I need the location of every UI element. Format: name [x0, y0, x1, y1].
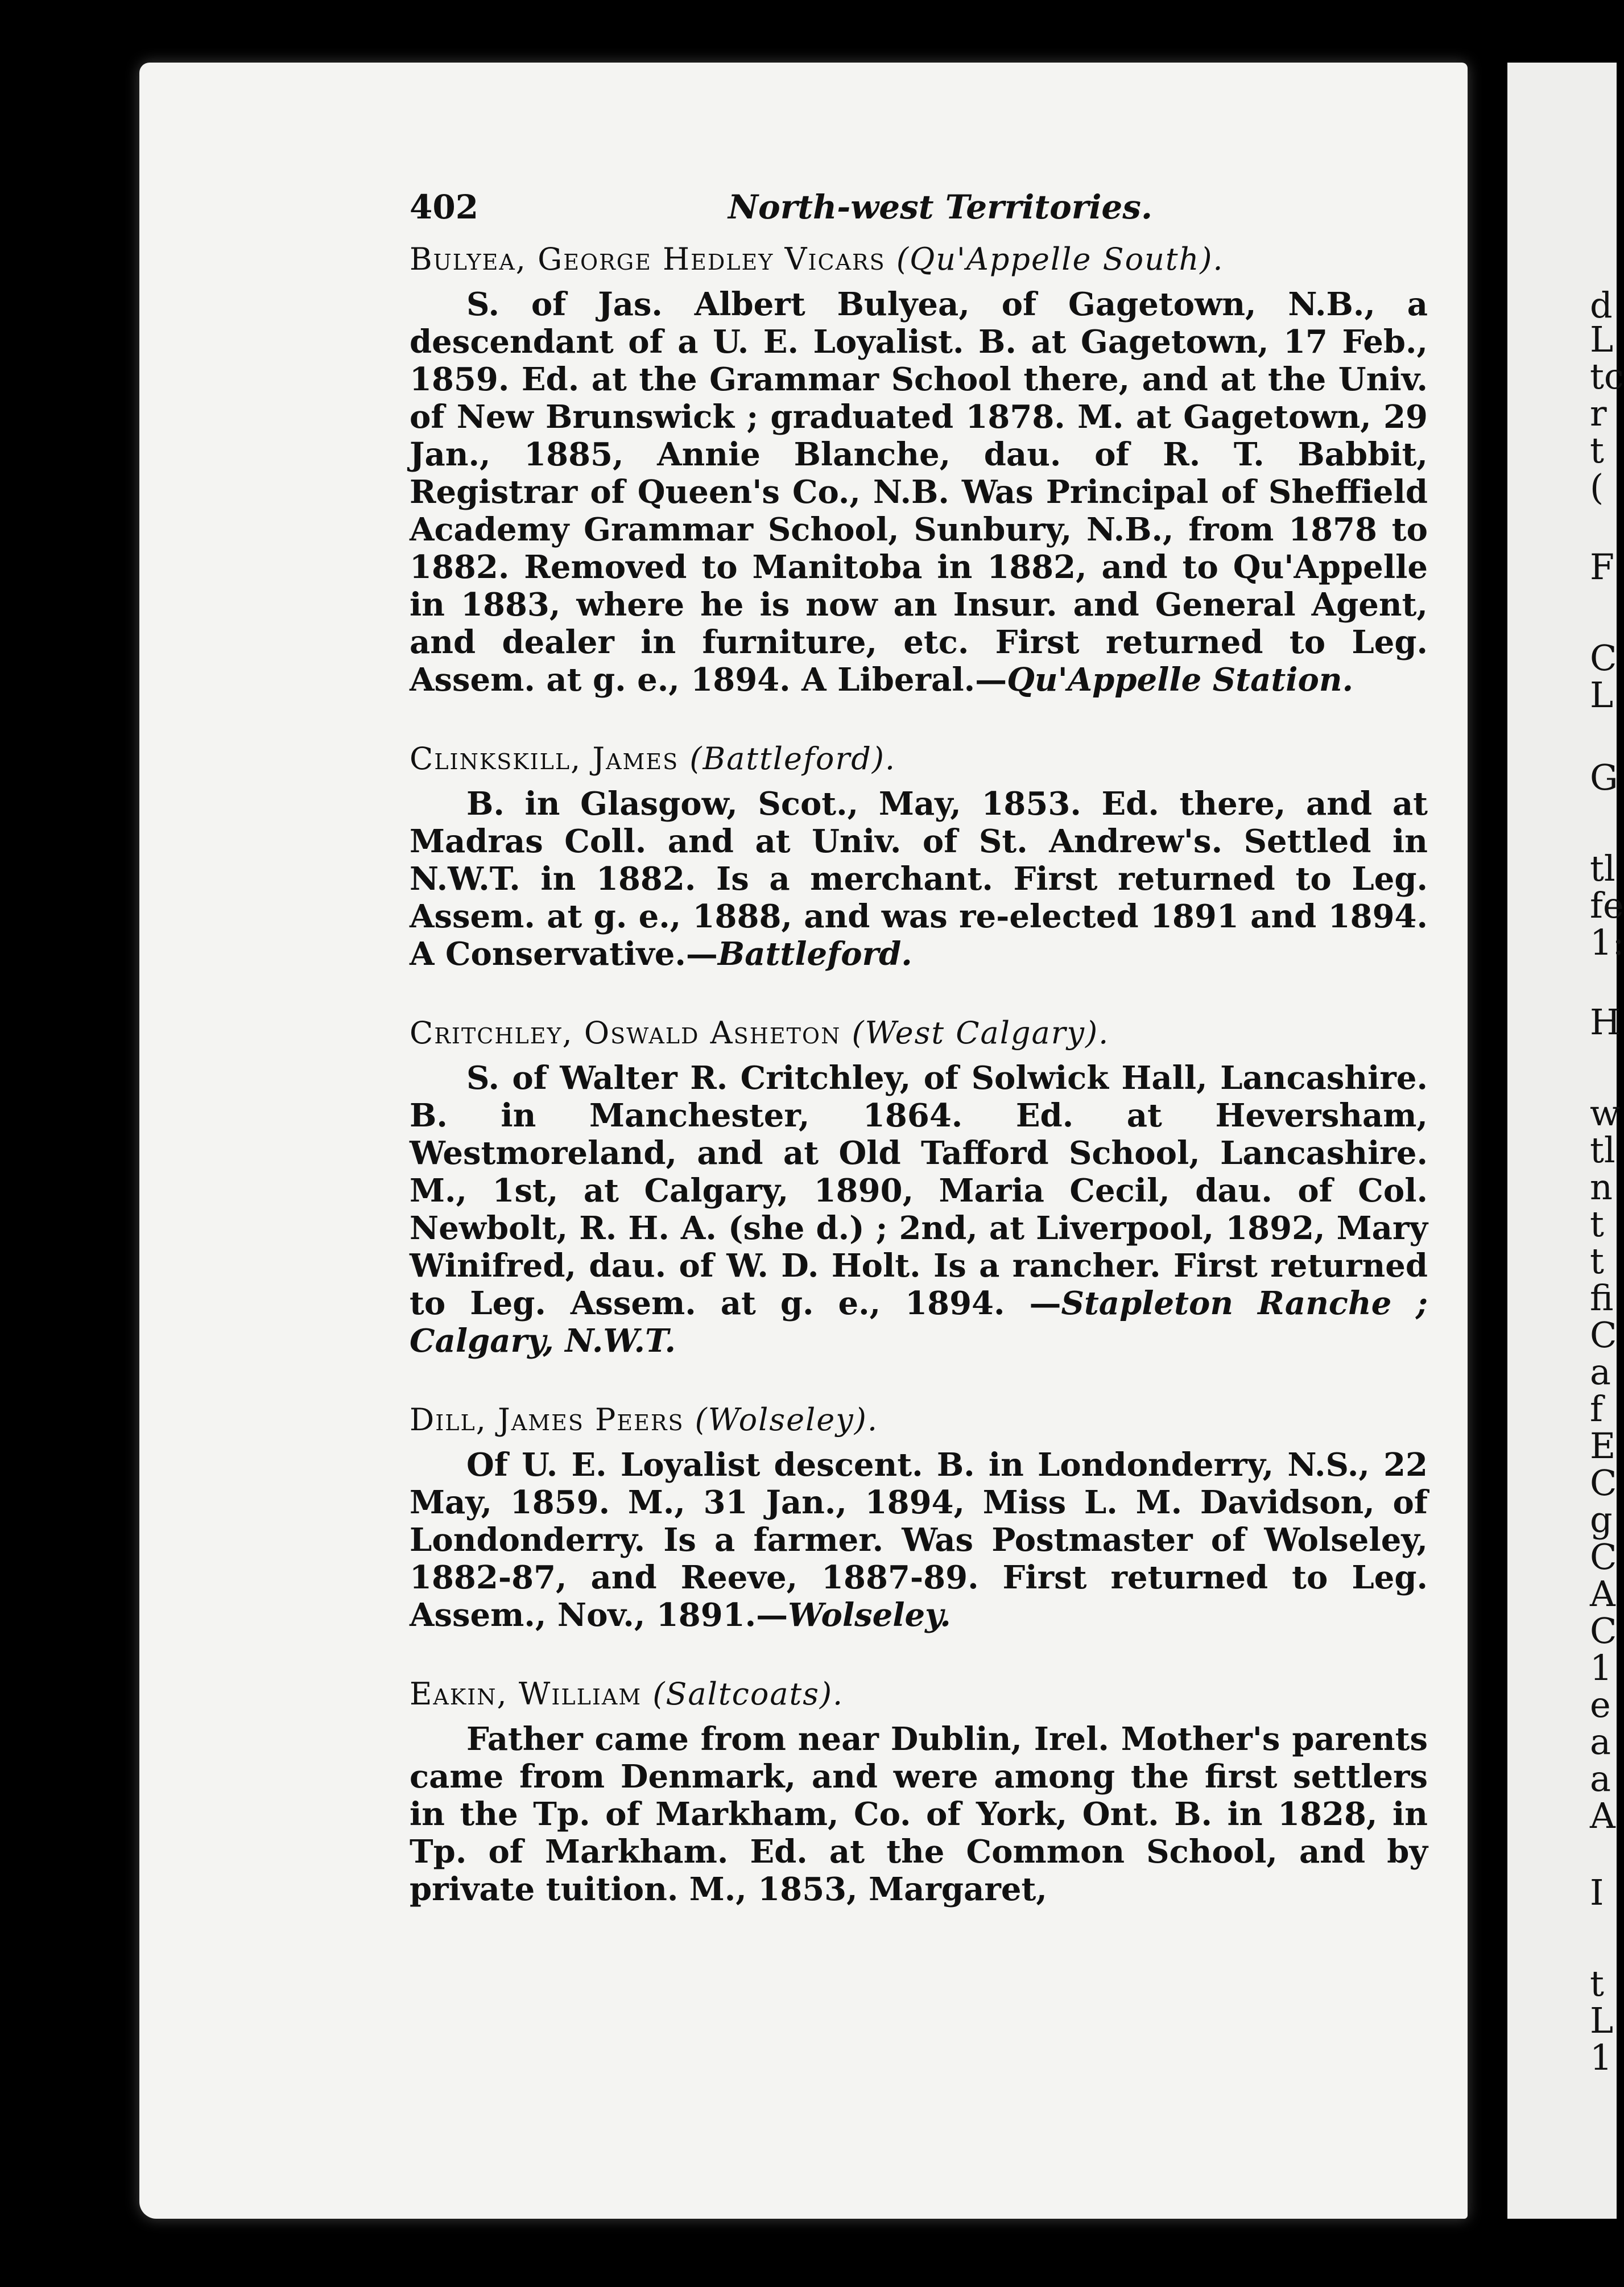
entry-clinkskill	[410, 738, 1428, 973]
facing-page-letter: t	[1590, 430, 1604, 471]
entry-critchley	[410, 1013, 1428, 1360]
constituency: (Wolseley).	[695, 1402, 878, 1438]
member-name: Dill, James Peers	[410, 1402, 684, 1438]
member-name: Critchley, Oswald Asheton	[410, 1015, 841, 1051]
residence: Qu'Appelle Station.	[1007, 661, 1354, 699]
constituency: (Qu'Appelle South).	[896, 241, 1224, 277]
entry-body	[410, 1720, 1428, 1908]
facing-page-letter: a	[1590, 1721, 1611, 1762]
facing-page-letter: g	[1590, 1499, 1613, 1541]
facing-page-letter: f	[1590, 1388, 1603, 1430]
facing-page-letter: H	[1590, 1001, 1621, 1043]
facing-page-letter: a	[1590, 1351, 1611, 1393]
facing-page-letter: fi	[1590, 1277, 1614, 1319]
facing-page-letter: a	[1590, 1758, 1611, 1799]
running-head	[410, 188, 1428, 239]
facing-page-letter: 1	[1590, 2037, 1613, 2078]
facing-page-letter: n	[1590, 1166, 1613, 1208]
biography-text: Of U. E. Loyalist descent. B. in Londonderry, N.S., 22 May, 1859. M., 31 Jan., 1894, Miss L. M. Davidson, of Londonderry. Is a farmer. Was Postmaster of Wolseley, 1882-87, and Reeve, 1887-89. First returned to Leg. Assem., Nov., 1891.—	[410, 1446, 1428, 1634]
entry-eakin	[410, 1674, 1428, 1908]
constituency: (Saltcoats).	[652, 1676, 844, 1712]
facing-page-letter: tl	[1590, 848, 1615, 889]
facing-page-letter: G	[1590, 757, 1618, 798]
entry-heading	[410, 239, 1428, 280]
biography-text: S. of Walter R. Critchley, of Solwick Hall, Lancashire. B. in Manchester, 1864. Ed. at Heversham, Westmoreland, and at Old Tafford School, Lancashire. M., 1st, at Calgary, 1890, Maria Cecil, dau. of Col. Newbolt, R. H. A. (she d.) ; 2nd, at Liverpool, 1892, Mary Winifred, dau. of W. D. Holt. Is a rancher. First returned to Leg. Assem. at g. e., 1894. —	[410, 1059, 1428, 1322]
entry-dill	[410, 1400, 1428, 1634]
facing-page-letter: t	[1590, 1203, 1604, 1245]
facing-page-letter: t	[1590, 1963, 1604, 2004]
facing-page-letter: fe	[1590, 885, 1624, 926]
page-content	[410, 188, 1428, 1948]
residence: Stapleton Ranche ; Calgary, N.W.T.	[410, 1285, 1428, 1360]
member-name: Clinkskill, James	[410, 741, 679, 777]
constituency: (Battleford).	[689, 741, 896, 777]
page-number: 402	[410, 188, 479, 226]
facing-page-text	[1590, 0, 1624, 2287]
entry-body	[410, 785, 1428, 973]
facing-page-letter: (	[1590, 467, 1604, 508]
facing-page-letter: C	[1590, 1536, 1617, 1578]
facing-page-letter: F	[1590, 546, 1615, 588]
entry-bulyea	[410, 239, 1428, 699]
biography-text: Father came from near Dublin, Irel. Mother's parents came from Denmark, and were among the first settlers in the Tp. of Markham, Co. of York, Ont. B. in 1828, in Tp. of Markham. Ed. at the Common School, and by private tuition. M., 1853, Margaret,	[410, 1720, 1428, 1908]
facing-page-letter: 1	[1590, 1647, 1613, 1689]
facing-page-letter: C	[1590, 1462, 1617, 1504]
member-name: Bulyea, George Hedley Vicars	[410, 241, 886, 277]
facing-page-letter: t	[1590, 1240, 1604, 1282]
entry-heading	[410, 1013, 1428, 1054]
facing-page-letter: tc	[1590, 356, 1624, 397]
residence: Battleford.	[717, 935, 912, 973]
facing-page-letter: d	[1590, 284, 1613, 326]
facing-page-letter: 1:	[1590, 922, 1624, 963]
facing-page-letter: I	[1590, 1872, 1604, 1913]
facing-page-letter: C	[1590, 1610, 1617, 1652]
entry-heading	[410, 738, 1428, 779]
facing-page-letter: w	[1590, 1092, 1621, 1134]
facing-page-letter: A	[1590, 1795, 1615, 1836]
facing-page-letter: L	[1590, 319, 1614, 360]
member-name: Eakin, William	[410, 1676, 642, 1712]
residence: Wolseley.	[788, 1596, 951, 1634]
facing-page-letter: A	[1590, 1573, 1615, 1615]
entry-body	[410, 1446, 1428, 1634]
facing-page-letter: e	[1590, 1684, 1611, 1725]
biography-text: B. in Glasgow, Scot., May, 1853. Ed. there, and at Madras Coll. and at Univ. of St. Andrew's. Settled in N.W.T. in 1882. Is a merchant. First returned to Leg. Assem. at g. e., 1888, and was re-elected 1891 and 1894. A Conservative.—	[410, 785, 1428, 973]
entry-heading	[410, 1674, 1428, 1715]
biography-text: S. of Jas. Albert Bulyea, of Gagetown, N.B., a descendant of a U. E. Loyalist. B. at Gagetown, 17 Feb., 1859. Ed. at the Grammar School there, and at the Univ. of New Brunswick ; graduated 1878. M. at Gagetown, 29 Jan., 1885, Annie Blanche, dau. of R. T. Babbit, Registrar of Queen's Co., N.B. Was Principal of Sheffield Academy Grammar School, Sunbury, N.B., from 1878 to 1882. Removed to Manitoba in 1882, and to Qu'Appelle in 1883, where he is now an Insur. and General Agent, and dealer in furniture, etc. First returned to Leg. Assem. at g. e., 1894. A Liberal.—	[410, 286, 1428, 699]
facing-page-letter: r	[1590, 393, 1607, 434]
entry-heading	[410, 1400, 1428, 1440]
facing-page-letter: tl	[1590, 1129, 1615, 1171]
facing-page-letter: L	[1590, 674, 1614, 716]
running-title: North-west Territories.	[728, 188, 1153, 226]
facing-page-letter: L	[1590, 2000, 1614, 2041]
facing-page-letter: C	[1590, 637, 1617, 679]
facing-page-letter: C	[1590, 1314, 1617, 1356]
constituency: (West Calgary).	[852, 1015, 1110, 1051]
facing-page-letter: E	[1590, 1425, 1616, 1467]
entry-body	[410, 286, 1428, 699]
entry-body	[410, 1059, 1428, 1360]
